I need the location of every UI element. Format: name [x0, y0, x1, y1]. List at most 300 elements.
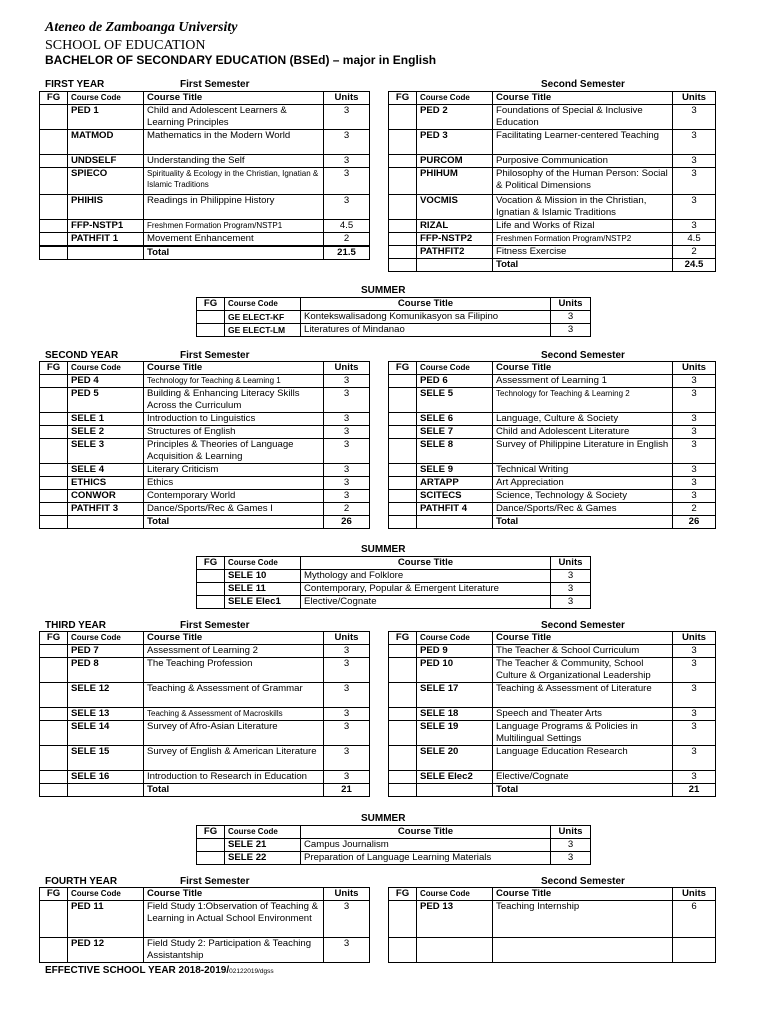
- total-units: 26: [324, 516, 370, 529]
- course-units: 4.5: [673, 233, 716, 246]
- course-row: [389, 746, 716, 771]
- course-units: 3: [551, 583, 591, 596]
- course-table: [39, 91, 370, 260]
- column-header: FG: [197, 298, 225, 311]
- total-label: Total: [493, 784, 673, 797]
- course-units: 2: [673, 246, 716, 259]
- course-code: PED 5: [68, 388, 144, 413]
- course-units: 3: [551, 839, 591, 852]
- course-title: Literary Criticism: [144, 464, 324, 477]
- year-label: FOURTH YEAR: [45, 876, 118, 887]
- column-header: Course Code: [225, 298, 301, 311]
- course-row: [389, 721, 716, 746]
- course-units: 3: [324, 901, 370, 938]
- course-units: 3: [673, 746, 716, 771]
- column-header: Units: [324, 362, 370, 375]
- course-row: [40, 130, 370, 155]
- column-header: Units: [673, 888, 716, 901]
- course-row: [40, 233, 370, 246]
- semester-label: First Semester: [180, 620, 250, 631]
- course-row: [389, 168, 716, 195]
- course-title: Language Programs & Policies in Multilingual Settings: [493, 721, 673, 746]
- total-row: [389, 784, 716, 797]
- document-code: 02122019/dgss: [229, 968, 274, 975]
- course-row: [197, 311, 591, 324]
- column-header: Units: [324, 92, 370, 105]
- course-units: 3: [324, 105, 370, 130]
- semester-label: Second Semester: [541, 620, 625, 631]
- course-code: PATHFIT 4: [417, 503, 493, 516]
- course-units: 3: [324, 708, 370, 721]
- course-units: 3: [324, 746, 370, 771]
- course-code: PED 3: [417, 130, 493, 155]
- course-row: [389, 503, 716, 516]
- course-code: GE ELECT-LM: [225, 324, 301, 337]
- course-title: Introduction to Research in Education: [144, 771, 324, 784]
- course-units: 3: [551, 324, 591, 337]
- column-header: Course Title: [144, 362, 324, 375]
- course-units: 2: [673, 503, 716, 516]
- course-code: SELE 22: [225, 852, 301, 865]
- course-units: 3: [673, 477, 716, 490]
- course-row: [40, 413, 370, 426]
- column-header: Course Title: [301, 557, 551, 570]
- course-row: [40, 490, 370, 503]
- course-row: [40, 155, 370, 168]
- course-units: 3: [551, 596, 591, 609]
- course-row: [389, 195, 716, 220]
- course-row: [389, 105, 716, 130]
- course-code: SELE 1: [68, 413, 144, 426]
- course-row: [389, 490, 716, 503]
- course-code: PED 2: [417, 105, 493, 130]
- course-units: 3: [673, 490, 716, 503]
- course-code: SELE 6: [417, 413, 493, 426]
- course-row: [40, 388, 370, 413]
- column-header: Units: [673, 362, 716, 375]
- course-table: [388, 887, 716, 963]
- course-title: Literatures of Mindanao: [301, 324, 551, 337]
- course-units: 3: [324, 413, 370, 426]
- course-units: 3: [673, 708, 716, 721]
- course-row: [389, 130, 716, 155]
- course-code: ARTAPP: [417, 477, 493, 490]
- column-header: FG: [40, 888, 68, 901]
- summer-label: SUMMER: [361, 813, 406, 824]
- course-code: ETHICS: [68, 477, 144, 490]
- column-header: FG: [197, 557, 225, 570]
- course-units: 3: [673, 439, 716, 464]
- course-title: Dance/Sports/Rec & Games I: [144, 503, 324, 516]
- column-header: Course Code: [225, 826, 301, 839]
- course-title: Assessment of Learning 1: [493, 375, 673, 388]
- course-title: Survey of English & American Literature: [144, 746, 324, 771]
- course-title: Teaching Internship: [493, 901, 673, 938]
- column-header: FG: [197, 826, 225, 839]
- course-units: 3: [673, 388, 716, 413]
- course-row: [40, 901, 370, 938]
- course-units: 3: [324, 721, 370, 746]
- course-title: Mythology and Folklore: [301, 570, 551, 583]
- total-label: Total: [144, 784, 324, 797]
- course-units: 3: [673, 220, 716, 233]
- course-title: Movement Enhancement: [144, 233, 324, 246]
- course-title: Campus Journalism: [301, 839, 551, 852]
- course-units: 3: [551, 852, 591, 865]
- course-table: [39, 631, 370, 797]
- course-units: 3: [673, 105, 716, 130]
- course-row: [389, 375, 716, 388]
- year-label: THIRD YEAR: [45, 620, 106, 631]
- course-title: Preparation of Language Learning Materials: [301, 852, 551, 865]
- course-table: [388, 361, 716, 529]
- course-code: SELE 2: [68, 426, 144, 439]
- course-row: [40, 645, 370, 658]
- course-row: [40, 105, 370, 130]
- course-units: 3: [551, 570, 591, 583]
- course-title: Science, Technology & Society: [493, 490, 673, 503]
- column-header: Course Title: [493, 362, 673, 375]
- course-units: 3: [673, 130, 716, 155]
- course-code: PED 13: [417, 901, 493, 938]
- column-header: Course Title: [144, 632, 324, 645]
- course-title: Freshmen Formation Program/NSTP2: [493, 233, 673, 246]
- course-code: PED 6: [417, 375, 493, 388]
- column-header: Units: [551, 826, 591, 839]
- column-header: Units: [551, 298, 591, 311]
- course-row: [389, 645, 716, 658]
- course-code: SELE 18: [417, 708, 493, 721]
- course-row: [40, 464, 370, 477]
- course-title: The Teacher & School Curriculum: [493, 645, 673, 658]
- course-units: 3: [673, 375, 716, 388]
- column-header: Units: [324, 632, 370, 645]
- course-row: [389, 658, 716, 683]
- column-header: Course Code: [417, 888, 493, 901]
- course-row: [40, 658, 370, 683]
- course-row: [389, 246, 716, 259]
- course-title: Child and Adolescent Learners & Learning Principles: [144, 105, 324, 130]
- course-code: SELE 17: [417, 683, 493, 708]
- course-units: 3: [324, 168, 370, 195]
- column-header: Course Code: [68, 92, 144, 105]
- course-title: Introduction to Linguistics: [144, 413, 324, 426]
- semester-label: Second Semester: [541, 79, 625, 90]
- column-header: Course Code: [417, 92, 493, 105]
- course-units: 3: [324, 130, 370, 155]
- course-units: 3: [551, 311, 591, 324]
- course-row: [40, 746, 370, 771]
- course-row: [197, 570, 591, 583]
- course-code: SELE 21: [225, 839, 301, 852]
- course-code: SELE 11: [225, 583, 301, 596]
- column-header: Course Title: [301, 298, 551, 311]
- course-units: 4.5: [324, 220, 370, 233]
- semester-label: First Semester: [180, 876, 250, 887]
- course-row: [389, 426, 716, 439]
- column-header: Units: [673, 632, 716, 645]
- course-units: 3: [324, 477, 370, 490]
- course-title: Teaching & Assessment of Grammar: [144, 683, 324, 708]
- course-units: 3: [324, 375, 370, 388]
- course-code: PHIHIS: [68, 195, 144, 220]
- course-title: Fitness Exercise: [493, 246, 673, 259]
- total-units: 24.5: [673, 259, 716, 272]
- column-header: FG: [40, 92, 68, 105]
- column-header: Course Code: [68, 362, 144, 375]
- column-header: Course Code: [68, 888, 144, 901]
- summer-table: [196, 556, 591, 609]
- course-row: [40, 375, 370, 388]
- total-row: [40, 516, 370, 529]
- course-code: SELE 15: [68, 746, 144, 771]
- course-row: [40, 426, 370, 439]
- course-title: Field Study 1:Observation of Teaching & Learning in Actual School Environment: [144, 901, 324, 938]
- course-code: PATHFIT 3: [68, 503, 144, 516]
- course-units: 3: [324, 155, 370, 168]
- course-title: Contemporary World: [144, 490, 324, 503]
- course-units: 3: [673, 683, 716, 708]
- course-code: PED 9: [417, 645, 493, 658]
- total-row: [389, 516, 716, 529]
- column-header: FG: [389, 92, 417, 105]
- column-header: Course Code: [225, 557, 301, 570]
- course-units: 3: [324, 388, 370, 413]
- course-title: Mathematics in the Modern World: [144, 130, 324, 155]
- course-units: 3: [324, 464, 370, 477]
- university-name: Ateneo de Zamboanga University: [45, 20, 238, 35]
- course-title: Foundations of Special & Inclusive Education: [493, 105, 673, 130]
- course-title: Readings in Philippine History: [144, 195, 324, 220]
- course-row: [197, 839, 591, 852]
- course-title: Purposive Communication: [493, 155, 673, 168]
- course-code: SELE 3: [68, 439, 144, 464]
- course-code: FFP-NSTP1: [68, 220, 144, 233]
- course-row: [40, 477, 370, 490]
- column-header: Units: [324, 888, 370, 901]
- course-units: 3: [673, 195, 716, 220]
- course-row: [197, 596, 591, 609]
- course-title: Language, Culture & Society: [493, 413, 673, 426]
- total-row: [40, 784, 370, 797]
- course-code: PURCOM: [417, 155, 493, 168]
- course-row: [389, 220, 716, 233]
- course-code: PED 7: [68, 645, 144, 658]
- course-row: [40, 771, 370, 784]
- column-header: Course Code: [68, 632, 144, 645]
- course-title: Language Education Research: [493, 746, 673, 771]
- course-title: Life and Works of Rizal: [493, 220, 673, 233]
- total-label: Total: [493, 259, 673, 272]
- total-units: 26: [673, 516, 716, 529]
- course-units: 3: [673, 413, 716, 426]
- course-title: Technical Writing: [493, 464, 673, 477]
- course-row: [389, 477, 716, 490]
- course-units: 2: [324, 233, 370, 246]
- course-row: [40, 439, 370, 464]
- course-row: [197, 583, 591, 596]
- column-header: FG: [389, 888, 417, 901]
- semester-label: First Semester: [180, 350, 250, 361]
- course-title: Spirituality & Ecology in the Christian, Ignatian & Islamic Traditions: [144, 168, 324, 195]
- course-row: [197, 852, 591, 865]
- course-title: Art Appreciation: [493, 477, 673, 490]
- course-row: [40, 168, 370, 195]
- course-units: 3: [673, 771, 716, 784]
- course-code: SELE 14: [68, 721, 144, 746]
- course-units: 3: [324, 426, 370, 439]
- course-row: [197, 324, 591, 337]
- course-code: FFP-NSTP2: [417, 233, 493, 246]
- course-units: 6: [673, 901, 716, 938]
- course-units: 3: [324, 439, 370, 464]
- course-title: Assessment of Learning 2: [144, 645, 324, 658]
- course-code: PED 4: [68, 375, 144, 388]
- course-code: SELE 9: [417, 464, 493, 477]
- course-code: SCITECS: [417, 490, 493, 503]
- course-title: Building & Enhancing Literacy Skills Across the Curriculum: [144, 388, 324, 413]
- course-row: [389, 233, 716, 246]
- course-code: SELE Elec2: [417, 771, 493, 784]
- course-row: [389, 683, 716, 708]
- course-title: Structures of English: [144, 426, 324, 439]
- course-table: [39, 887, 370, 963]
- course-title: Technology for Teaching & Learning 1: [144, 375, 324, 388]
- course-row: [389, 901, 716, 938]
- course-units: 3: [673, 658, 716, 683]
- total-row: [40, 247, 370, 260]
- school-name: SCHOOL OF EDUCATION: [45, 38, 206, 53]
- course-code: PATHFIT 1: [68, 233, 144, 246]
- course-code: SELE 12: [68, 683, 144, 708]
- course-title: The Teaching Profession: [144, 658, 324, 683]
- course-units: 2: [324, 503, 370, 516]
- course-table: [388, 631, 716, 797]
- course-code: SELE 4: [68, 464, 144, 477]
- course-title: Survey of Philippine Literature in English: [493, 439, 673, 464]
- course-code: UNDSELF: [68, 155, 144, 168]
- course-row: [389, 388, 716, 413]
- course-row: [389, 938, 716, 963]
- course-units: [673, 938, 716, 963]
- course-title: Technology for Teaching & Learning 2: [493, 388, 673, 413]
- program-title: BACHELOR OF SECONDARY EDUCATION (BSEd) – major in English: [45, 53, 437, 67]
- course-code: SELE Elec1: [225, 596, 301, 609]
- course-code: [417, 938, 493, 963]
- course-code: SELE 13: [68, 708, 144, 721]
- summer-table: [196, 297, 591, 337]
- course-row: [40, 938, 370, 963]
- course-code: CONWOR: [68, 490, 144, 503]
- course-code: SELE 5: [417, 388, 493, 413]
- column-header: Course Code: [417, 632, 493, 645]
- course-units: 3: [673, 155, 716, 168]
- semester-label: Second Semester: [541, 876, 625, 887]
- course-row: [389, 439, 716, 464]
- course-code: SELE 10: [225, 570, 301, 583]
- course-title: Dance/Sports/Rec & Games: [493, 503, 673, 516]
- course-code: PHIHUM: [417, 168, 493, 195]
- course-code: VOCMIS: [417, 195, 493, 220]
- course-units: 3: [324, 683, 370, 708]
- course-code: SELE 8: [417, 439, 493, 464]
- column-header: Course Title: [144, 92, 324, 105]
- course-code: PED 10: [417, 658, 493, 683]
- course-title: The Teacher & Community, School Culture & Organizational Leadership: [493, 658, 673, 683]
- year-label: SECOND YEAR: [45, 350, 119, 361]
- column-header: Course Title: [493, 888, 673, 901]
- course-row: [389, 155, 716, 168]
- column-header: FG: [40, 632, 68, 645]
- column-header: Course Code: [417, 362, 493, 375]
- course-code: RIZAL: [417, 220, 493, 233]
- course-units: 3: [673, 168, 716, 195]
- course-code: MATMOD: [68, 130, 144, 155]
- total-units: 21: [324, 784, 370, 797]
- course-units: 3: [673, 426, 716, 439]
- course-title: Philosophy of the Human Person: Social & Political Dimensions: [493, 168, 673, 195]
- course-code: SELE 20: [417, 746, 493, 771]
- course-title: Freshmen Formation Program/NSTP1: [144, 220, 324, 233]
- course-title: Survey of Afro-Asian Literature: [144, 721, 324, 746]
- column-header: Course Title: [144, 888, 324, 901]
- course-table: [388, 91, 716, 272]
- course-code: SELE 7: [417, 426, 493, 439]
- summer-table: [196, 825, 591, 865]
- course-row: [389, 771, 716, 784]
- column-header: Units: [673, 92, 716, 105]
- course-row: [40, 683, 370, 708]
- course-units: 3: [673, 464, 716, 477]
- course-code: PATHFIT2: [417, 246, 493, 259]
- total-label: Total: [493, 516, 673, 529]
- course-title: Elective/Cognate: [493, 771, 673, 784]
- course-units: 3: [324, 658, 370, 683]
- summer-label: SUMMER: [361, 285, 406, 296]
- course-code: PED 1: [68, 105, 144, 130]
- course-code: SELE 16: [68, 771, 144, 784]
- semester-label: Second Semester: [541, 350, 625, 361]
- course-code: PED 12: [68, 938, 144, 963]
- course-row: [40, 503, 370, 516]
- course-title: Ethics: [144, 477, 324, 490]
- course-row: [40, 721, 370, 746]
- course-row: [389, 413, 716, 426]
- course-units: 3: [324, 938, 370, 963]
- course-title: Teaching & Assessment of Macroskills: [144, 708, 324, 721]
- course-title: Kontekswalisadong Komunikasyon sa Filipino: [301, 311, 551, 324]
- course-row: [40, 708, 370, 721]
- course-title: Facilitating Learner-centered Teaching: [493, 130, 673, 155]
- course-row: [40, 195, 370, 220]
- course-code: GE ELECT-KF: [225, 311, 301, 324]
- course-title: Elective/Cognate: [301, 596, 551, 609]
- course-code: SELE 19: [417, 721, 493, 746]
- course-title: Speech and Theater Arts: [493, 708, 673, 721]
- course-units: 3: [324, 195, 370, 220]
- course-title: Vocation & Mission in the Christian, Ignatian & Islamic Traditions: [493, 195, 673, 220]
- course-title: Field Study 2: Participation & Teaching Assistantship: [144, 938, 324, 963]
- column-header: Course Title: [493, 632, 673, 645]
- course-units: 3: [324, 490, 370, 503]
- semester-label: First Semester: [180, 79, 250, 90]
- total-label: Total: [144, 247, 324, 260]
- course-title: Teaching & Assessment of Literature: [493, 683, 673, 708]
- column-header: Units: [551, 557, 591, 570]
- course-title: [493, 938, 673, 963]
- summer-label: SUMMER: [361, 544, 406, 555]
- course-title: Child and Adolescent Literature: [493, 426, 673, 439]
